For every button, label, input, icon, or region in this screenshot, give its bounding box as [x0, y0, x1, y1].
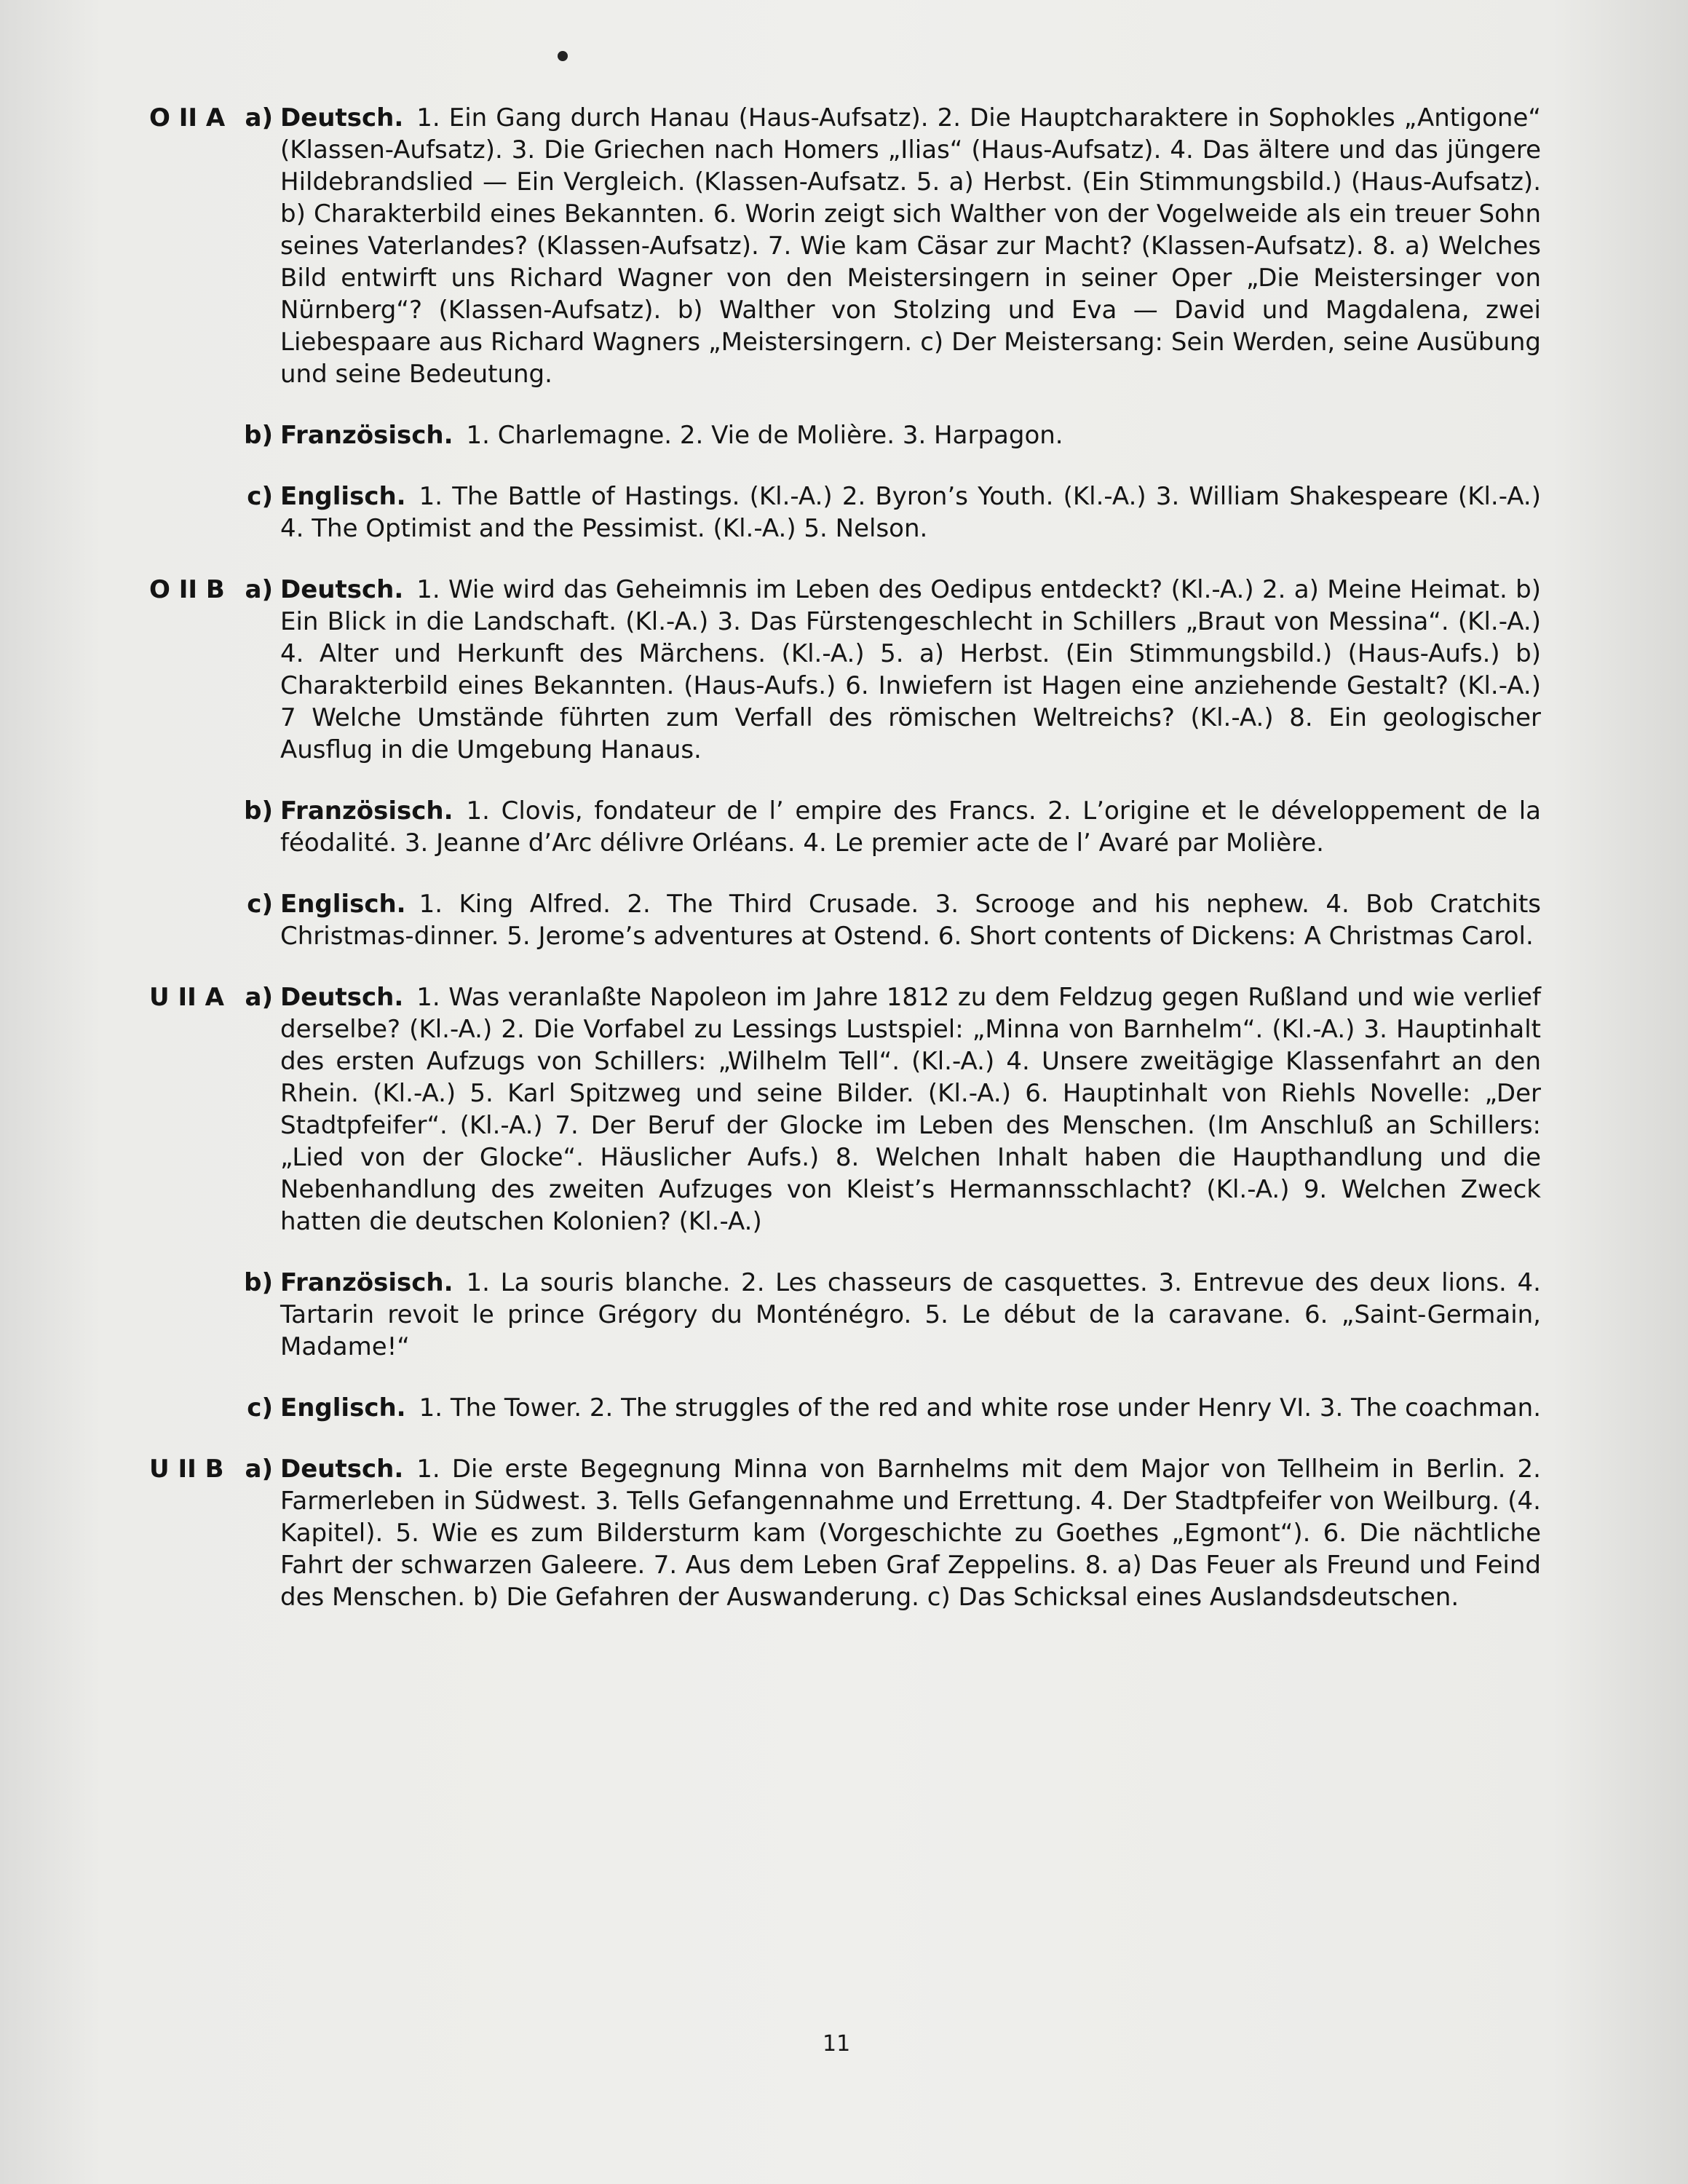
entry-text — [280, 1453, 1541, 1613]
subject-label: Deutsch. — [280, 983, 404, 1012]
entry-o2b-franzoesisch — [149, 795, 1541, 859]
topics-text: 1. The Tower. 2. The struggles of the red and white rose under Henry VI. 3. The coachman. — [419, 1393, 1542, 1423]
entry-o2a-englisch — [149, 480, 1541, 545]
entry-text — [280, 981, 1541, 1238]
entry-text — [280, 102, 1541, 390]
topics-text: 1. King Alfred. 2. The Third Crusade. 3. Scrooge and his nephew. 4. Bob Cratchits Christmas-dinner. 5. Jerome’s adventures at Ostend. 6. Short contents of Dickens: A Christmas Carol. — [280, 890, 1541, 951]
sub-label: a) — [245, 103, 273, 132]
subject-label: Französisch. — [280, 421, 453, 450]
class-label: U II B — [149, 1455, 224, 1484]
punch-dot — [558, 51, 568, 61]
topics-text: 1. Wie wird das Geheimnis im Leben des Oedipus entdeckt? (Kl.-A.) 2. a) Meine Heimat. b) Ein Blick in die Landschaft. (Kl.-A.) 3. Das Fürstengeschlecht in Schillers „Braut von Messina“. (Kl.-A.) 4. Alter und Herkunft des Märchens. (Kl.-A.) 5. a) Herbst. (Ein Stimmungsbild.) (Haus-Aufs.) b) Charakterbild eines Bekannten. (Haus-Aufs.) 6. Inwiefern ist Hagen eine anziehende Gestalt? (Kl.-A.) 7 Welche Umstände führten zum Verfall des römischen Weltreichs? (Kl.-A.) 8. Ein geologischer Ausflug in die Umgebung Hanaus. — [280, 575, 1541, 764]
subject-label: Deutsch. — [280, 1455, 404, 1484]
subject-label: Englisch. — [280, 1393, 406, 1423]
subject-label: Französisch. — [280, 796, 453, 826]
topics-text: 1. Charlemagne. 2. Vie de Molière. 3. Harpagon. — [466, 421, 1063, 450]
entry-text — [280, 480, 1541, 545]
entry-u2a-englisch — [149, 1392, 1541, 1424]
entry-text — [280, 1267, 1541, 1363]
topics-text: 1. The Battle of Hastings. (Kl.-A.) 2. Byron’s Youth. (Kl.-A.) 3. William Shakespeare (Kl.-A.) 4. The Optimist and the Pessimist. (Kl.-A.) 5. Nelson. — [280, 482, 1541, 543]
entry-o2b-englisch — [149, 888, 1541, 952]
sub-label: b) — [244, 1268, 273, 1297]
subject-label: Deutsch. — [280, 575, 404, 604]
sub-label: a) — [245, 575, 273, 604]
sub-label: c) — [247, 482, 273, 511]
subject-label: Französisch. — [280, 1268, 453, 1297]
entry-text — [280, 1392, 1541, 1424]
sub-label: a) — [245, 983, 273, 1012]
sub-label: c) — [247, 1393, 273, 1423]
entry-o2b-deutsch — [149, 574, 1541, 766]
sub-label: b) — [244, 796, 273, 826]
subject-label: Englisch. — [280, 482, 406, 511]
sub-label: a) — [245, 1455, 273, 1484]
class-label: O II A — [149, 103, 226, 132]
essay-topics-list — [149, 102, 1541, 1613]
class-label: O II B — [149, 575, 225, 604]
entry-text — [280, 795, 1541, 859]
entry-text — [280, 574, 1541, 766]
entry-text — [280, 888, 1541, 952]
topics-text: 1. Die erste Begegnung Minna von Barnhelms mit dem Major von Tellheim in Berlin. 2. Farmerleben in Südwest. 3. Tells Gefangennahme und Errettung. 4. Der Stadtpfeifer von Weilburg. (4. Kapitel). 5. Wie es zum Bildersturm kam (Vorgeschichte zu Goethes „Egmont“). 6. Die nächtliche Fahrt der schwarzen Galeere. 7. Aus dem Leben Graf Zeppelins. 8. a) Das Feuer als Freund und Feind des Menschen. b) Die Gefahren der Auswanderung. c) Das Schicksal eines Auslandsdeutschen. — [280, 1455, 1541, 1612]
sub-label: b) — [244, 421, 273, 450]
subject-label: Deutsch. — [280, 103, 404, 132]
entry-text — [280, 419, 1541, 451]
entry-u2a-deutsch — [149, 981, 1541, 1238]
entry-o2a-deutsch — [149, 102, 1541, 390]
entry-u2a-franzoesisch — [149, 1267, 1541, 1363]
subject-label: Englisch. — [280, 890, 406, 919]
entry-u2b-deutsch — [149, 1453, 1541, 1613]
topics-text: 1. La souris blanche. 2. Les chasseurs de casquettes. 3. Entrevue des deux lions. 4. Tartarin revoit le prince Grégory du Monténégro. 5. Le début de la caravane. 6. „Saint-Germain, Madame!“ — [280, 1268, 1541, 1361]
entry-o2a-franzoesisch — [149, 419, 1541, 451]
page-number: 11 — [823, 2031, 851, 2057]
topics-text: 1. Clovis, fondateur de l’ empire des Francs. 2. L’origine et le développement de la féodalité. 3. Jeanne d’Arc délivre Orléans. 4. Le premier acte de l’ Avaré par Molière. — [280, 796, 1541, 858]
topics-text: 1. Ein Gang durch Hanau (Haus-Aufsatz). 2. Die Hauptcharaktere in Sophokles „Antigone“ (Klassen-Aufsatz). 3. Die Griechen nach Homers „Ilias“ (Haus-Aufsatz). 4. Das ältere und das jüngere Hildebrandslied — Ein Vergleich. (Klassen-Aufsatz. 5. a) Herbst. (Ein Stimmungsbild.) (Haus-Aufsatz). b) Charakterbild eines Bekannten. 6. Worin zeigt sich Walther von der Vogelweide als ein treuer Sohn seines Vaterlandes? (Klassen-Aufsatz). 7. Wie kam Cäsar zur Macht? (Klassen-Aufsatz). 8. a) Welches Bild entwirft uns Richard Wagner von den Meistersingern in seiner Oper „Die Meistersinger von Nürnberg“? (Klassen-Aufsatz). b) Walther von Stolzing und Eva — David und Magdalena, zwei Liebespaare aus Richard Wagners „Meistersingern. c) Der Meistersang: Sein Werden, seine Ausübung und seine Bedeutung. — [280, 103, 1541, 389]
sub-label: c) — [247, 890, 273, 919]
class-label: U II A — [149, 983, 224, 1012]
topics-text: 1. Was veranlaßte Napoleon im Jahre 1812 zu dem Feldzug gegen Rußland und wie verlief derselbe? (Kl.-A.) 2. Die Vorfabel zu Lessings Lustspiel: „Minna von Barnhelm“. (Kl.-A.) 3. Hauptinhalt des ersten Aufzugs von Schillers: „Wilhelm Tell“. (Kl.-A.) 4. Unsere zweitägige Klassenfahrt an den Rhein. (Kl.-A.) 5. Karl Spitzweg und seine Bilder. (Kl.-A.) 6. Hauptinhalt von Riehls Novelle: „Der Stadtpfeifer“. (Kl.-A.) 7. Der Beruf der Glocke im Leben des Menschen. (Im Anschluß an Schillers: „Lied von der Glocke“. Häuslicher Aufs.) 8. Welchen Inhalt haben die Haupthandlung und die Nebenhandlung des zweiten Aufzuges von Kleist’s Hermannsschlacht? (Kl.-A.) 9. Welchen Zweck hatten die deutschen Kolonien? (Kl.-A.) — [280, 983, 1541, 1236]
